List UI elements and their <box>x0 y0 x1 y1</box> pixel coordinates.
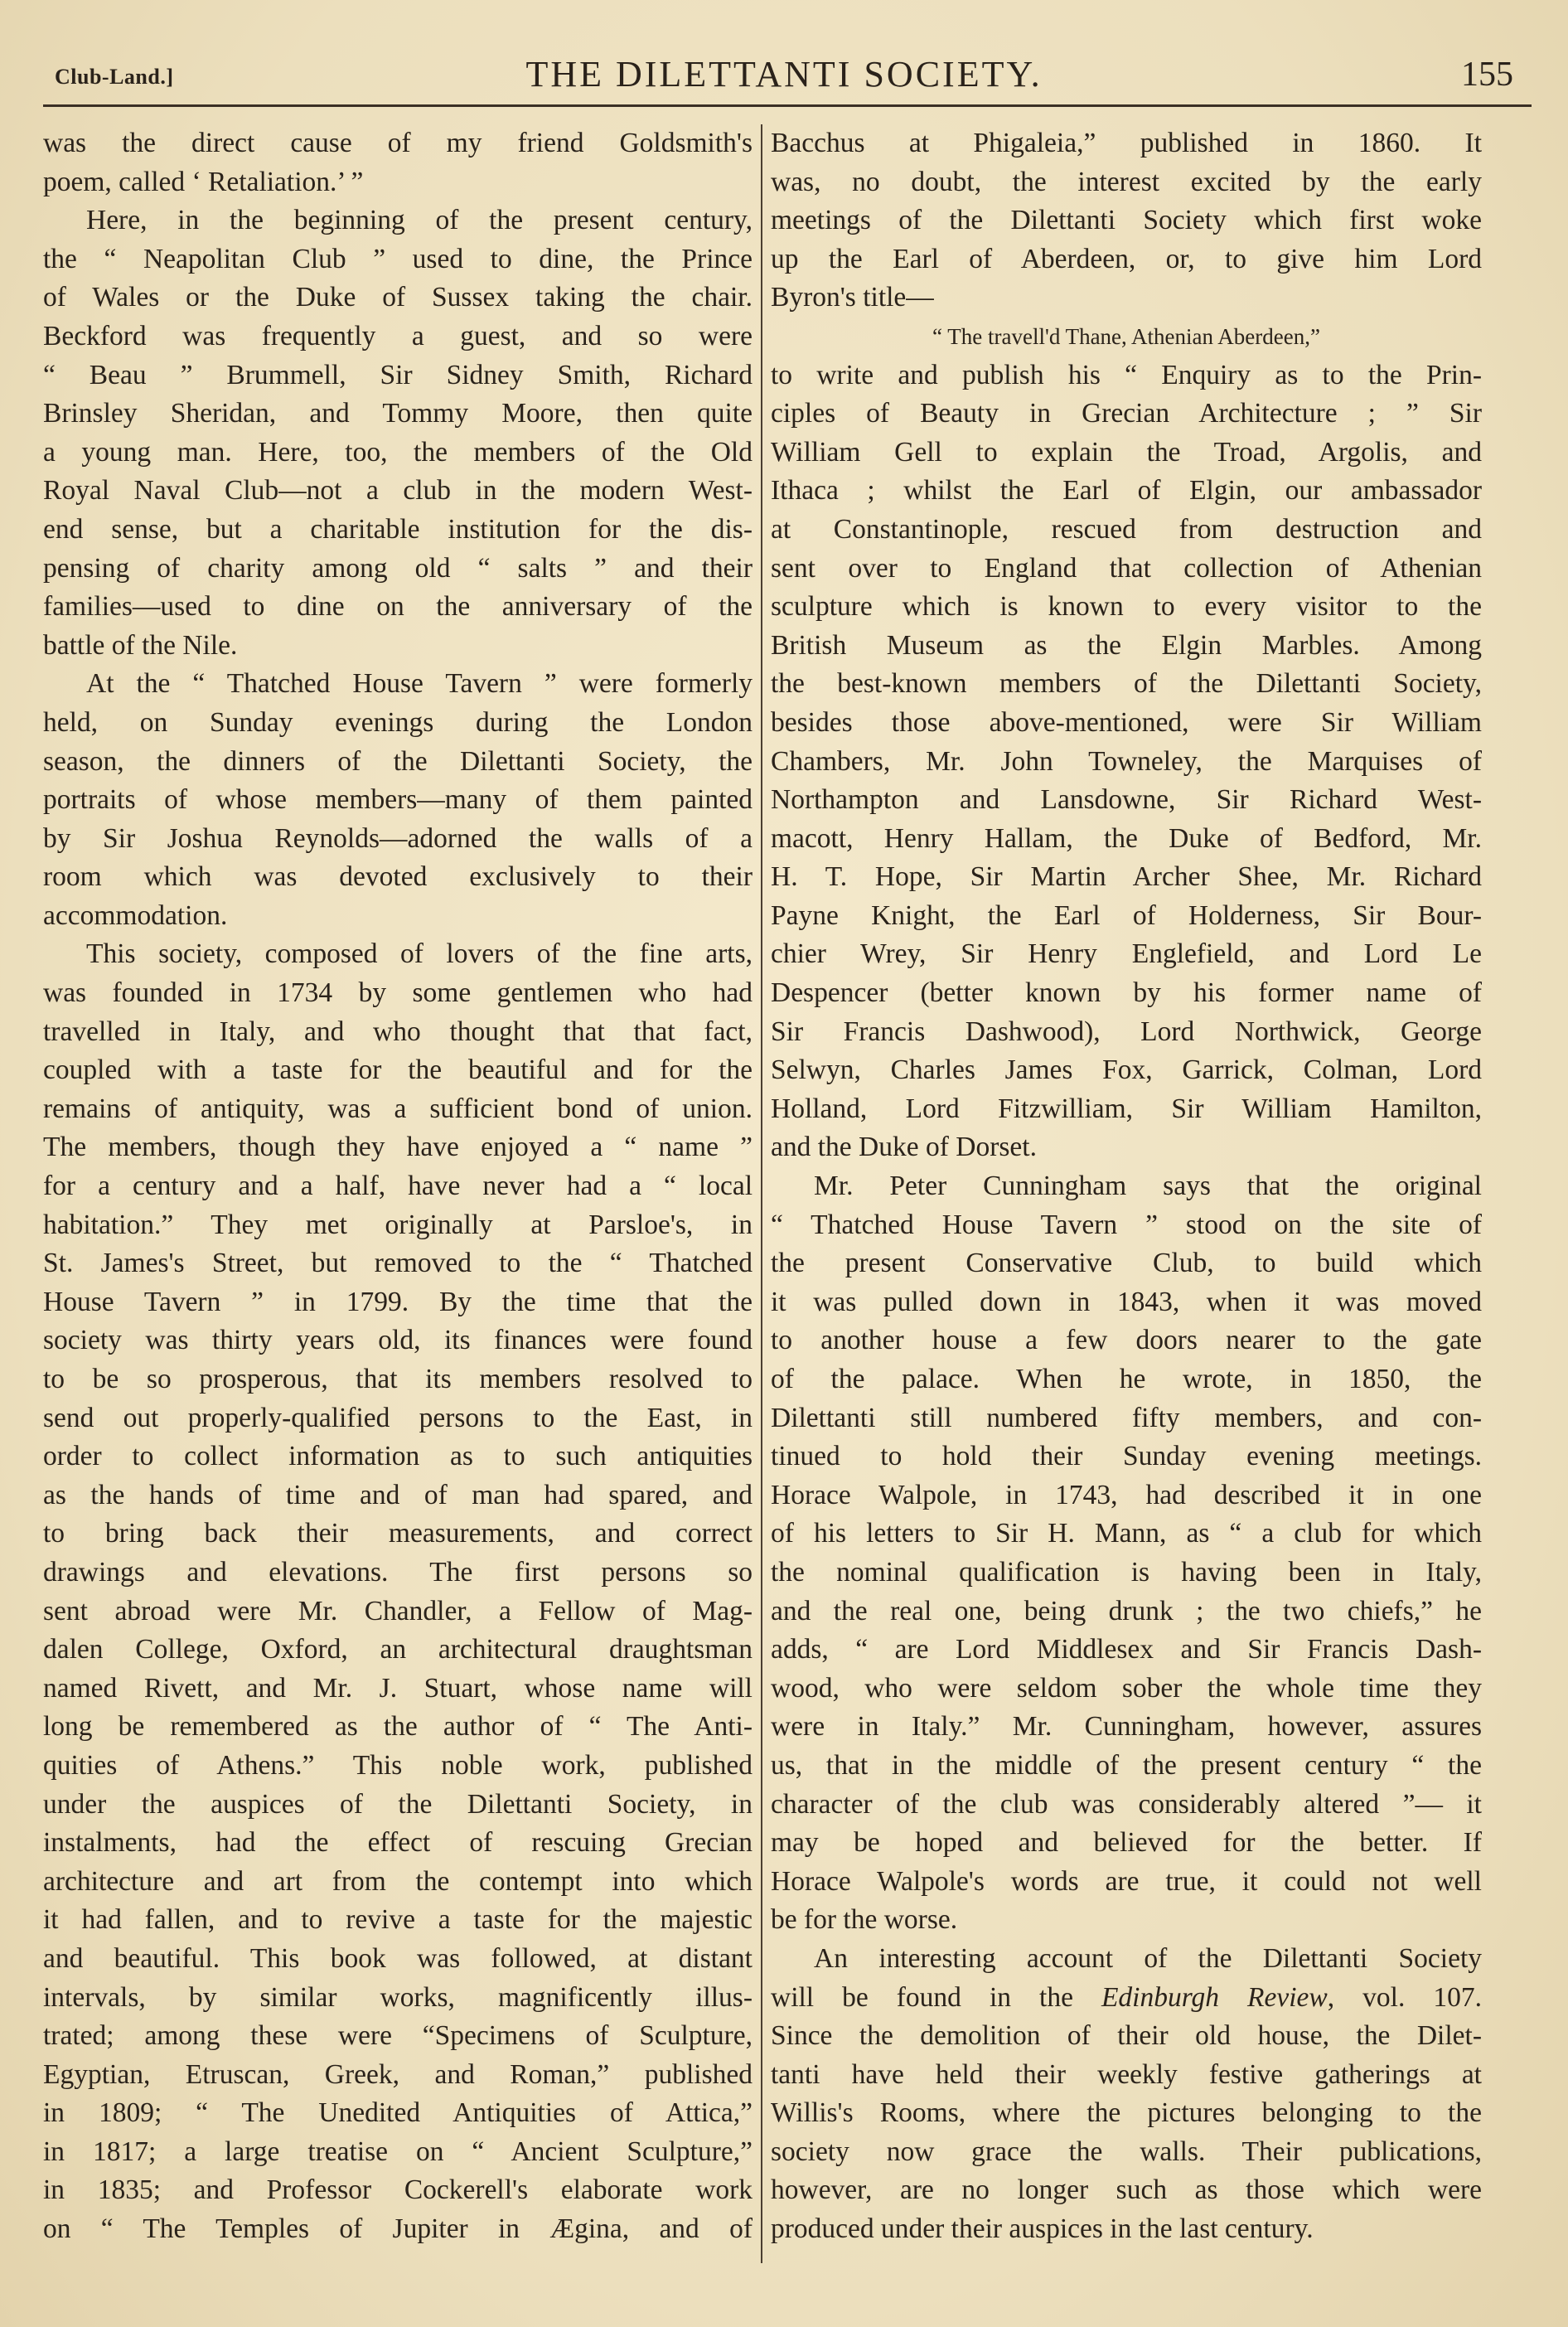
text-line: coupled with a taste for the beautiful and for the <box>43 1054 753 1086</box>
text-line: accommodation. <box>43 899 228 931</box>
text-line: up the Earl of Aberdeen, or, to give him Lord <box>771 243 1482 274</box>
text-line: Since the demolition of their old house, the Dilet- <box>771 2020 1482 2052</box>
text-line: besides those above-mentioned, were Sir William <box>771 706 1482 738</box>
text-line: was, no doubt, the interest excited by the early <box>771 166 1482 197</box>
page-header <box>55 50 1513 101</box>
text-line: in 1809; “ The Unedited Antiquities of Attica,” <box>43 2097 753 2129</box>
header-rule <box>43 104 1532 107</box>
text-line: produced under their auspices in the last century. <box>771 2213 1314 2245</box>
text-line: to write and publish his “ Enquiry as to the Prin- <box>771 359 1482 390</box>
text-line: it had fallen, and to revive a taste for the majestic <box>43 1904 753 1936</box>
text-line: Holland, Lord Fitzwilliam, Sir William Hamilton, <box>771 1093 1482 1124</box>
text-line: Despencer (better known by his former name of <box>771 977 1482 1009</box>
text-line: in 1835; and Professor Cockerell's elaborate work <box>43 2174 753 2206</box>
text-line: tinued to hold their Sunday evening meetings. <box>771 1441 1482 1472</box>
text-line: This society, composed of lovers of the fine arts, <box>86 938 753 970</box>
text-line: on “ The Temples of Jupiter in Ægina, and of <box>43 2213 753 2245</box>
text-line: sent over to England that collection of Athenian <box>771 552 1482 584</box>
text-line: Chambers, Mr. John Towneley, the Marquises of <box>771 745 1482 777</box>
text-line: us, that in the middle of the present century “ the <box>771 1749 1482 1781</box>
text-line: House Tavern ” in 1799. By the time that the <box>43 1286 753 1317</box>
text-line: room which was devoted exclusively to their <box>43 861 753 893</box>
text-line: and the real one, being drunk ; the two chiefs,” he <box>771 1595 1482 1626</box>
text-line-with-italic <box>771 1979 1482 2018</box>
text-line: At the “ Thatched House Tavern ” were formerly <box>86 668 753 700</box>
text-line: under the auspices of the Dilettanti Society, in <box>43 1788 753 1820</box>
text-line: Royal Naval Club—not a club in the modern West- <box>43 475 753 507</box>
text-line: Brinsley Sheridan, and Tommy Moore, then quite <box>43 398 753 429</box>
text-fragment: , vol. 107. <box>1327 1981 1482 2013</box>
text-line: of the palace. When he wrote, in 1850, the <box>771 1364 1482 1394</box>
text-line: for a century and a half, have never had a “ local <box>43 1171 753 1202</box>
text-line: sent abroad were Mr. Chandler, a Fellow of Mag- <box>43 1595 753 1626</box>
page-number: 155 <box>1461 56 1513 94</box>
text-line: pensing of charity among old “ salts ” and their <box>43 552 753 584</box>
text-line: Egyptian, Etruscan, Greek, and Roman,” published <box>43 2058 753 2090</box>
text-line: tanti have held their weekly festive gatherings at <box>771 2058 1482 2090</box>
text-line: battle of the Nile. <box>43 629 238 661</box>
text-line: dalen College, Oxford, an architectural draughtsman <box>43 1634 753 1665</box>
text-line: by Sir Joshua Reynolds—adorned the walls of a <box>43 822 753 854</box>
text-line: adds, “ are Lord Middlesex and Sir Francis Dash- <box>771 1634 1482 1665</box>
text-line: of his letters to Sir H. Mann, as “ a club for which <box>771 1518 1482 1549</box>
text-line: Dilettanti still numbered fifty members, and con- <box>771 1402 1482 1433</box>
text-line: end sense, but a charitable institution for the dis- <box>43 513 753 545</box>
text-line: it was pulled down in 1843, when it was moved <box>771 1286 1482 1317</box>
text-line: Byron's title— <box>771 282 934 313</box>
text-line: chier Wrey, Sir Henry Englefield, and Lord Le <box>771 938 1482 970</box>
text-line: wood, who were seldom sober the whole time they <box>771 1672 1482 1704</box>
text-line: and the Duke of Dorset. <box>771 1132 1037 1163</box>
verse-quote: “ The travell'd Thane, Athenian Aberdeen,” <box>932 323 1320 349</box>
text-line: Horace Walpole's words are true, it could not well <box>771 1865 1482 1897</box>
text-line: quities of Athens.” This noble work, published <box>43 1749 753 1781</box>
text-line: however, are no longer such as those which were <box>771 2174 1482 2206</box>
text-line: society was thirty years old, its finances were found <box>43 1325 753 1356</box>
text-line: the best-known members of the Dilettanti Society, <box>771 668 1482 700</box>
text-line: held, on Sunday evenings during the London <box>43 706 753 738</box>
text-line: of Wales or the Duke of Sussex taking the chair. <box>43 282 753 313</box>
text-line: named Rivett, and Mr. J. Stuart, whose name will <box>43 1672 753 1704</box>
text-line: Bacchus at Phigaleia,” published in 1860. It <box>771 128 1482 158</box>
text-line: the present Conservative Club, to build which <box>771 1248 1482 1279</box>
text-line: may be hoped and believed for the better. If <box>771 1827 1482 1859</box>
text-line: to bring back their measurements, and correct <box>43 1518 753 1549</box>
text-line: portraits of whose members—many of them painted <box>43 784 753 816</box>
text-fragment: will be found in the <box>771 1981 1101 2013</box>
text-line: as the hands of time and of man had spared, and <box>43 1479 753 1510</box>
text-line: Sir Francis Dashwood), Lord Northwick, George <box>771 1016 1482 1047</box>
text-line: season, the dinners of the Dilettanti Society, the <box>43 745 753 777</box>
text-line: poem, called ‘ Retaliation.’ ” <box>43 166 364 197</box>
publication-title: Edinburgh Review <box>1101 1981 1328 2013</box>
text-line: to another house a few doors nearer to the gate <box>771 1325 1482 1356</box>
text-line: was the direct cause of my friend Goldsmith's <box>43 128 753 158</box>
section-label: Club-Land.] <box>55 65 174 89</box>
text-line: British Museum as the Elgin Marbles. Among <box>771 629 1482 661</box>
text-line: the nominal qualification is having been in Italy, <box>771 1556 1482 1588</box>
text-line: Willis's Rooms, where the pictures belonging to the <box>771 2097 1482 2129</box>
left-column <box>43 124 753 2249</box>
text-line: William Gell to explain the Troad, Argolis, and <box>771 436 1482 468</box>
text-line: intervals, by similar works, magnificently illus- <box>43 1981 753 2013</box>
text-line: travelled in Italy, and who thought that that fact, <box>43 1016 753 1047</box>
text-line: sculpture which is known to every visitor to the <box>771 591 1482 623</box>
page-title: THE DILETTANTI SOCIETY. <box>525 54 1043 95</box>
text-line: was founded in 1734 by some gentlemen who had <box>43 977 753 1009</box>
text-line: Beckford was frequently a guest, and so were <box>43 320 753 351</box>
text-line: Mr. Peter Cunningham says that the original <box>814 1171 1482 1202</box>
text-line: ciples of Beauty in Grecian Architecture ; ” Sir <box>771 398 1482 429</box>
text-line: be for the worse. <box>771 1904 958 1936</box>
text-line: The members, though they have enjoyed a “ name ” <box>43 1132 753 1163</box>
text-line: trated; among these were “Specimens of Sculpture, <box>43 2020 753 2052</box>
text-line: H. T. Hope, Sir Martin Archer Shee, Mr. Richard <box>771 861 1482 893</box>
text-line: society now grace the walls. Their publications, <box>771 2136 1482 2167</box>
text-line: Here, in the beginning of the present century, <box>86 205 753 236</box>
text-line: the “ Neapolitan Club ” used to dine, the Prince <box>43 243 753 274</box>
text-line: Horace Walpole, in 1743, had described it in one <box>771 1479 1482 1510</box>
text-line: a young man. Here, too, the members of the Old <box>43 436 753 468</box>
text-line: to be so prosperous, that its members resolved to <box>43 1364 753 1394</box>
text-line: An interesting account of the Dilettanti Society <box>814 1942 1482 1974</box>
text-line: habitation.” They met originally at Parsloe's, in <box>43 1209 753 1240</box>
text-line: character of the club was considerably altered ”— it <box>771 1788 1482 1820</box>
text-line: Ithaca ; whilst the Earl of Elgin, our ambassador <box>771 475 1482 507</box>
text-line: “ Thatched House Tavern ” stood on the site of <box>771 1209 1482 1240</box>
text-line: families—used to dine on the anniversary of the <box>43 591 753 623</box>
text-line: and beautiful. This book was followed, at distant <box>43 1942 753 1974</box>
text-line: order to collect information as to such antiquities <box>43 1441 753 1472</box>
text-line: “ Beau ” Brummell, Sir Sidney Smith, Richard <box>43 359 753 390</box>
text-line: were in Italy.” Mr. Cunningham, however, assures <box>771 1711 1482 1743</box>
text-line: long be remembered as the author of “ The Anti- <box>43 1711 753 1743</box>
text-line: drawings and elevations. The first persons so <box>43 1556 753 1588</box>
text-line: instalments, had the effect of rescuing Grecian <box>43 1827 753 1859</box>
right-column <box>771 124 1482 2249</box>
text-line: St. James's Street, but removed to the “ Thatched <box>43 1248 753 1279</box>
text-line: macott, Henry Hallam, the Duke of Bedford, Mr. <box>771 822 1482 854</box>
text-line: architecture and art from the contempt into which <box>43 1865 753 1897</box>
text-line: remains of antiquity, was a sufficient bond of union. <box>43 1093 753 1124</box>
text-line: in 1817; a large treatise on “ Ancient Sculpture,” <box>43 2136 753 2167</box>
text-line: meetings of the Dilettanti Society which first woke <box>771 205 1482 236</box>
text-line: at Constantinople, rescued from destruction and <box>771 513 1482 545</box>
text-line: Payne Knight, the Earl of Holderness, Sir Bour- <box>771 899 1482 931</box>
text-line: send out properly-qualified persons to the East, in <box>43 1402 753 1433</box>
text-line: Northampton and Lansdowne, Sir Richard West- <box>771 784 1482 816</box>
column-divider <box>761 124 762 2263</box>
text-line: Selwyn, Charles James Fox, Garrick, Colman, Lord <box>771 1054 1482 1086</box>
